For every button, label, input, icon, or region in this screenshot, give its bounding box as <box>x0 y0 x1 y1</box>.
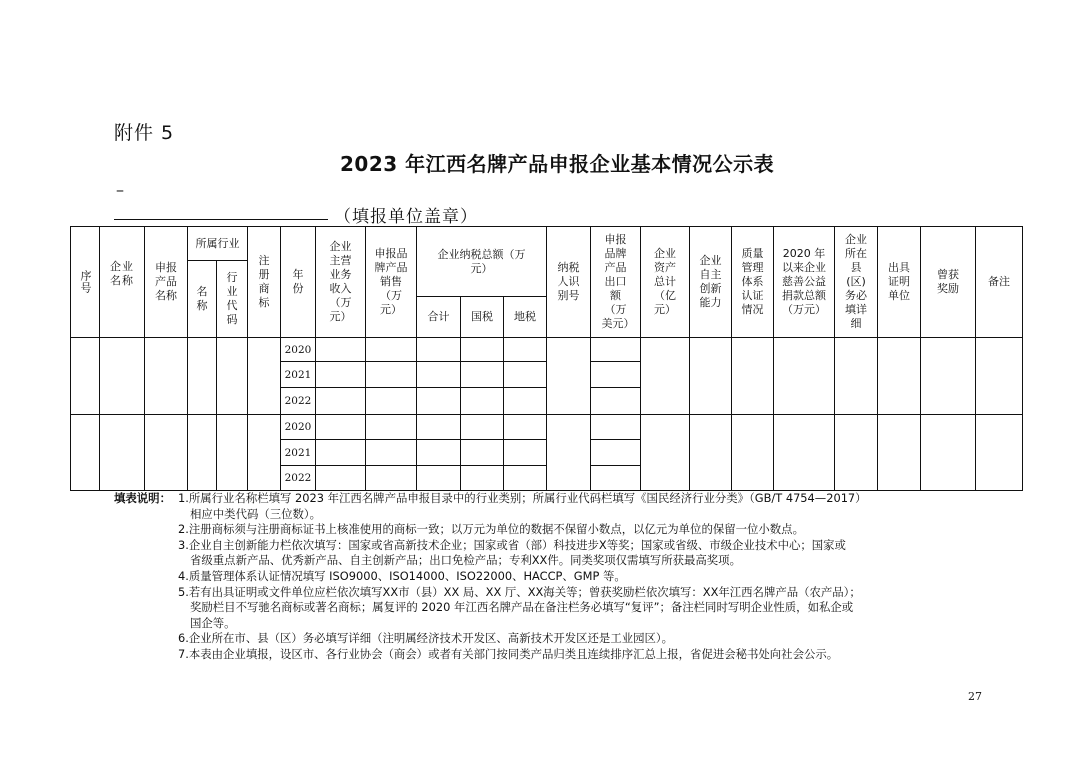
cell-taxpayer-id-1[interactable] <box>547 338 591 415</box>
col-taxpayer-id: 纳税人识别号 <box>547 227 591 338</box>
entry-cell[interactable] <box>774 338 835 415</box>
col-industry-group: 所属行业 <box>188 227 248 261</box>
entry-cell[interactable] <box>316 338 366 362</box>
entry-cell[interactable] <box>591 338 641 362</box>
entry-cell[interactable] <box>878 415 921 490</box>
col-main-revenue: 企业主营业务收入（万元） <box>316 227 366 338</box>
entry-cell[interactable] <box>504 362 547 388</box>
entry-cell[interactable] <box>504 466 547 490</box>
col-trademark: 注册商标 <box>248 227 281 338</box>
col-charity: 2020 年以来企业慈善公益捐款总额（万元） <box>774 227 835 338</box>
entry-cell[interactable] <box>690 415 732 490</box>
stamp-fill-line[interactable] <box>114 219 328 220</box>
note-line: 4.质量管理体系认证情况填写 ISO9000、ISO14000、ISO22000、HACCP、GMP 等。 <box>178 569 626 583</box>
note-line: 省级重点新产品、优秀新产品、自主创新产品；出口免检产品；专利ⅩⅩ件。同类奖项仅需填写所获最高奖项。 <box>190 553 741 568</box>
entry-cell[interactable] <box>591 440 641 466</box>
col-quality: 质量管理体系认证情况 <box>732 227 774 338</box>
col-certifier: 出具证明单位 <box>878 227 921 338</box>
entry-cell[interactable] <box>591 362 641 388</box>
entry-cell[interactable] <box>732 338 774 415</box>
entry-cell[interactable] <box>732 415 774 490</box>
entry-cell[interactable] <box>316 466 366 490</box>
entry-cell[interactable] <box>366 466 417 490</box>
cell-product-1[interactable] <box>145 338 188 415</box>
col-remarks: 备注 <box>976 227 1022 338</box>
year-cell: 2020 <box>281 415 316 440</box>
entry-cell[interactable] <box>690 338 732 415</box>
page-title: 2023 年江西名牌产品申报企业基本情况公示表 <box>340 152 775 176</box>
entry-cell[interactable] <box>316 362 366 388</box>
year-cell: 2022 <box>281 466 316 490</box>
col-awards: 曾获奖励 <box>921 227 976 338</box>
entry-cell[interactable] <box>366 415 417 440</box>
cell-seq-1[interactable] <box>71 338 100 415</box>
cell-trademark-2[interactable] <box>248 415 281 490</box>
entry-cell[interactable] <box>921 415 976 490</box>
note-line: 7.本表由企业填报，设区市、各行业协会（商会）或者有关部门按同类产品归类且连续排序汇总上报，省促进会秘书处向社会公示。 <box>178 647 839 661</box>
dash-mark: – <box>116 180 124 199</box>
entry-cell[interactable] <box>461 338 504 362</box>
col-seq: 序号 <box>71 227 100 338</box>
entry-cell[interactable] <box>461 440 504 466</box>
cell-industry-name-2[interactable] <box>188 415 217 490</box>
cell-product-2[interactable] <box>145 415 188 490</box>
year-cell: 2022 <box>281 388 316 415</box>
note-line: 3.企业自主创新能力栏依次填写：国家或省高新技术企业；国家或省（部）科技进步Ⅹ等奖；国家或省级、市级企业技术中心；国家或 <box>178 537 846 552</box>
cell-industry-name-1[interactable] <box>188 338 217 415</box>
note-line: 1.所属行业名称栏填写 2023 年江西名牌产品申报目录中的行业类别；所属行业代码栏填写《国民经济行业分类》（GB/T 4754—2017） <box>178 491 867 505</box>
entry-cell[interactable] <box>461 415 504 440</box>
year-cell: 2021 <box>281 440 316 466</box>
note-line: 2.注册商标须与注册商标证书上核准使用的商标一致；以万元为单位的数据不保留小数点，以亿元为单位的保留一位小数点。 <box>178 522 804 537</box>
year-cell: 2020 <box>281 338 316 362</box>
col-tax-total: 合计 <box>417 297 461 338</box>
notes-label: 填表说明： <box>114 491 171 505</box>
entry-cell[interactable] <box>417 466 461 490</box>
fill-instructions <box>114 491 994 671</box>
entry-cell[interactable] <box>641 338 690 415</box>
entry-cell[interactable] <box>316 440 366 466</box>
cell-taxpayer-id-2[interactable] <box>547 415 591 490</box>
cell-company-1[interactable] <box>100 338 145 415</box>
entry-cell[interactable] <box>366 338 417 362</box>
entry-cell[interactable] <box>461 362 504 388</box>
page-number: 27 <box>968 690 982 703</box>
col-brand-sales: 申报品牌产品销售（万元） <box>366 227 417 338</box>
note-line: 5.若有出具证明或文件单位应栏依次填写ⅩⅩ市（县）XX 局、XX 厅、ⅩⅩ海关等；曾获奖励栏依次填写：ⅩⅩ年江西名牌产品（农产品）； <box>178 584 861 599</box>
cell-industry-code-1[interactable] <box>217 338 248 415</box>
entry-cell[interactable] <box>316 388 366 415</box>
entry-cell[interactable] <box>504 415 547 440</box>
entry-cell[interactable] <box>461 466 504 490</box>
note-line: 相应中类代码（三位数）。 <box>190 506 321 521</box>
entry-cell[interactable] <box>878 338 921 415</box>
col-industry-code: 行业代码 <box>217 261 248 338</box>
entry-cell[interactable] <box>591 466 641 490</box>
attachment-label: 附件 5 <box>114 122 175 144</box>
note-line: 6.企业所在市、县（区）务必填写详细（注明属经济技术开发区、高新技术开发区还是工业园区）。 <box>178 631 673 646</box>
cell-trademark-1[interactable] <box>248 338 281 415</box>
year-cell: 2021 <box>281 362 316 388</box>
cell-seq-2[interactable] <box>71 415 100 490</box>
entry-cell[interactable] <box>417 362 461 388</box>
entry-cell[interactable] <box>921 338 976 415</box>
entry-cell[interactable] <box>976 338 1022 415</box>
entry-cell[interactable] <box>366 388 417 415</box>
entry-cell[interactable] <box>976 415 1022 490</box>
note-line: 国企等。 <box>190 615 236 630</box>
col-export: 申报品牌产品出口额（万美元） <box>591 227 641 338</box>
entry-cell[interactable] <box>835 415 878 490</box>
col-company-name: 企业名称 <box>100 227 145 338</box>
col-industry-name: 名称 <box>188 261 217 338</box>
entry-cell[interactable] <box>417 415 461 440</box>
entry-cell[interactable] <box>591 415 641 440</box>
entry-cell[interactable] <box>504 338 547 362</box>
col-tax-group: 企业纳税总额（万元） <box>417 227 547 297</box>
col-tax-national: 国税 <box>461 297 504 338</box>
entry-cell[interactable] <box>641 415 690 490</box>
entry-cell[interactable] <box>835 338 878 415</box>
col-assets: 企业资产总计（亿元） <box>641 227 690 338</box>
note-line: 奖励栏目不写驰名商标或著名商标；属复评的 2020 年江西名牌产品在备注栏务必填写“复评”；备注栏同时写明企业性质，如私企或 <box>190 600 854 615</box>
col-location: 企业所在县(区)务必填详细 <box>835 227 878 338</box>
cell-industry-code-2[interactable] <box>217 415 248 490</box>
cell-company-2[interactable] <box>100 415 145 490</box>
entry-cell[interactable] <box>417 388 461 415</box>
col-innovation: 企业自主创新能力 <box>690 227 732 338</box>
info-table <box>70 226 1023 491</box>
entry-cell[interactable] <box>417 338 461 362</box>
col-product-name: 申报产品名称 <box>145 227 188 338</box>
entry-cell[interactable] <box>316 415 366 440</box>
entry-cell[interactable] <box>774 415 835 490</box>
entry-cell[interactable] <box>417 440 461 466</box>
col-tax-local: 地税 <box>504 297 547 338</box>
entry-cell[interactable] <box>461 388 504 415</box>
entry-cell[interactable] <box>591 388 641 415</box>
col-year: 年份 <box>281 227 316 338</box>
entry-cell[interactable] <box>504 440 547 466</box>
stamp-label: （填报单位盖章） <box>334 207 478 227</box>
entry-cell[interactable] <box>504 388 547 415</box>
entry-cell[interactable] <box>366 440 417 466</box>
entry-cell[interactable] <box>366 362 417 388</box>
